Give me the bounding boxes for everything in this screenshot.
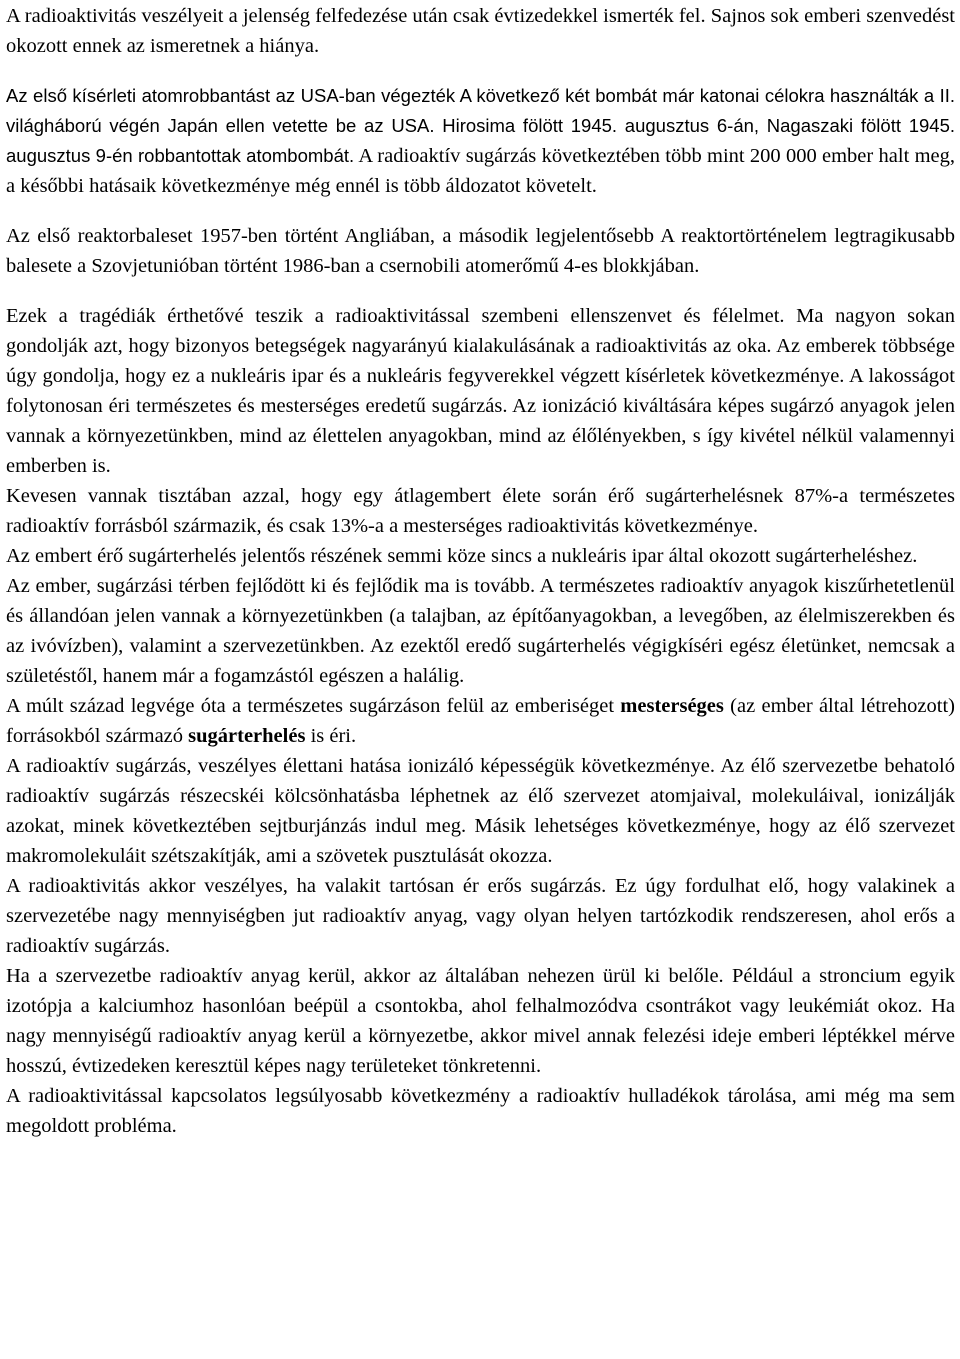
artificial-sources-text-3: is éri. (305, 725, 357, 747)
paragraph-waste-storage: A radioaktivitással kapcsolatos legsúlyosabb következmény a radioaktív hulladékok tárolása, ami még ma sem megoldott probléma. (6, 1085, 955, 1137)
paragraph-natural-radiation: Az ember, sugárzási térben fejlődött ki és fejlődik ma is tovább. A természetes radioaktív anyagok kiszűrhetetlenül és állandóan jelen vannak a környezetünkben (a talajban, az építőanyagokban, a levegőben, az élelmiszerekben és az ivóvízben), valamint a szervezetünkben. Az ezektől eredő sugárterhelés végigkíséri egész életünket, nemcsak a születéstől, hanem már a fogamzástól egészen a halálig. (6, 575, 955, 687)
artificial-sources-text-1: A múlt század legvége óta a természetes sugárzáson felül az emberiséget (6, 695, 621, 717)
paragraph-reactor-accidents: Az első reaktorbaleset 1957-ben történt Angliában, a második legjelentősebb A reaktortörténelem legtragikusabb balesete a Szovjetunióban történt 1986-ban a csernobili atomerőmű 4-es blokkjában. (6, 225, 955, 277)
paragraph-artificial-sources (6, 691, 955, 751)
artificial-sources-bold-2: sugárterhelés (188, 725, 306, 747)
paragraph-danger-conditions: A radioaktivitás akkor veszélyes, ha valakit tartósan ér erős sugárzás. Ez úgy fordulhat elő, hogy valakinek a szervezetébe nagy mennyiségben jut radioaktív anyag, vagy olyan helyen tartózkodik rendszeresen, ahol erős a radioaktív sugárzás. (6, 875, 955, 957)
paragraph-atomic-bombs-sans-text: Az első kísérleti atomrobbantást az USA-ban végezték A következő két bombát már katonai célokra használták a II. világháború végén Japán ellen vetette be az USA. Hirosima fölött 1945. augusztus 6-án, Nagaszaki fölött 1945. augusztus 9-én robbantottak atombombát. (6, 85, 955, 166)
paragraph-atomic-bombs (6, 81, 955, 201)
artificial-sources-text-2: (az ember által létrehozott) forrásokból származó (6, 695, 956, 747)
paragraph-tragedies: Ezek a tragédiák érthetővé teszik a radioaktivitással szembeni ellenszenvet és félelmet. Ma nagyon sokan gondolják azt, hogy bizonyos betegségek nagyarányú kialakulásának a radioaktivitás az oka. Az emberek többsége úgy gondolja, hogy ez a nukleáris ipar és a nukleáris fegyverekkel végzett kísérletek következménye. A lakosságot folytonosan éri természetes és mesterséges eredetű sugárzás. Az ionizáció kiváltására képes sugárzó anyagok jelen vannak a környezetünkben, mind az élettelen anyagokban, mind az élőlényekben, s így kivétel nélkül valamennyi emberben is. (6, 305, 955, 477)
paragraph-atomic-bombs-serif-text: A radioaktív sugárzás következtében több mint 200 000 ember halt meg, a későbbi hatásaik következménye még ennél is több áldozatot követelt. (6, 145, 955, 197)
paragraph-ionizing-effects: A radioaktív sugárzás, veszélyes élettani hatása ionizáló képességük következménye. Az élő szervezetbe behatoló radioaktív sugárzás részecskéi kölcsönhatásba léphetnek az élő szervezet atomjaival, molekuláival, ionizálják azokat, minek következtében sejtburjánzás indul meg. Másik lehetséges következménye, hogy az élő szervezet makromolekuláit szétszakítják, ami a szövetek pusztulását okozza. (6, 755, 955, 867)
paragraph-accumulation: Ha a szervezetbe radioaktív anyag kerül, akkor az általában nehezen ürül ki belőle. Például a stroncium egyik izotópja a kalciumhoz hasonlóan beépül a csontokba, ahol felhalmozódva csontrákot vagy leukémiát okoz. Ha nagy mennyiségű radioaktív anyag kerül a környezetbe, akkor mivel annak felezési ideje emberi léptékkel mérve hosszú, évtizedeken keresztül képes nagy területeket tönkretenni. (6, 965, 955, 1077)
artificial-sources-bold-1: mesterséges (620, 695, 724, 717)
paragraph-nuclear-industry: Az embert érő sugárterhelés jelentős részének semmi köze sincs a nukleáris ipar által okozott sugárterheléshez. (6, 545, 918, 567)
paragraph-intro: A radioaktivitás veszélyeit a jelenség felfedezése után csak évtizedekkel ismerték fel. Sajnos sok emberi szenvedést okozott ennek az ismeretnek a hiánya. (6, 5, 955, 57)
paragraph-radiation-share: Kevesen vannak tisztában azzal, hogy egy átlagembert élete során érő sugárterhelésnek 87%-a természetes radioaktív forrásból származik, és csak 13%-a a mesterséges radioaktivitás következménye. (6, 485, 955, 537)
